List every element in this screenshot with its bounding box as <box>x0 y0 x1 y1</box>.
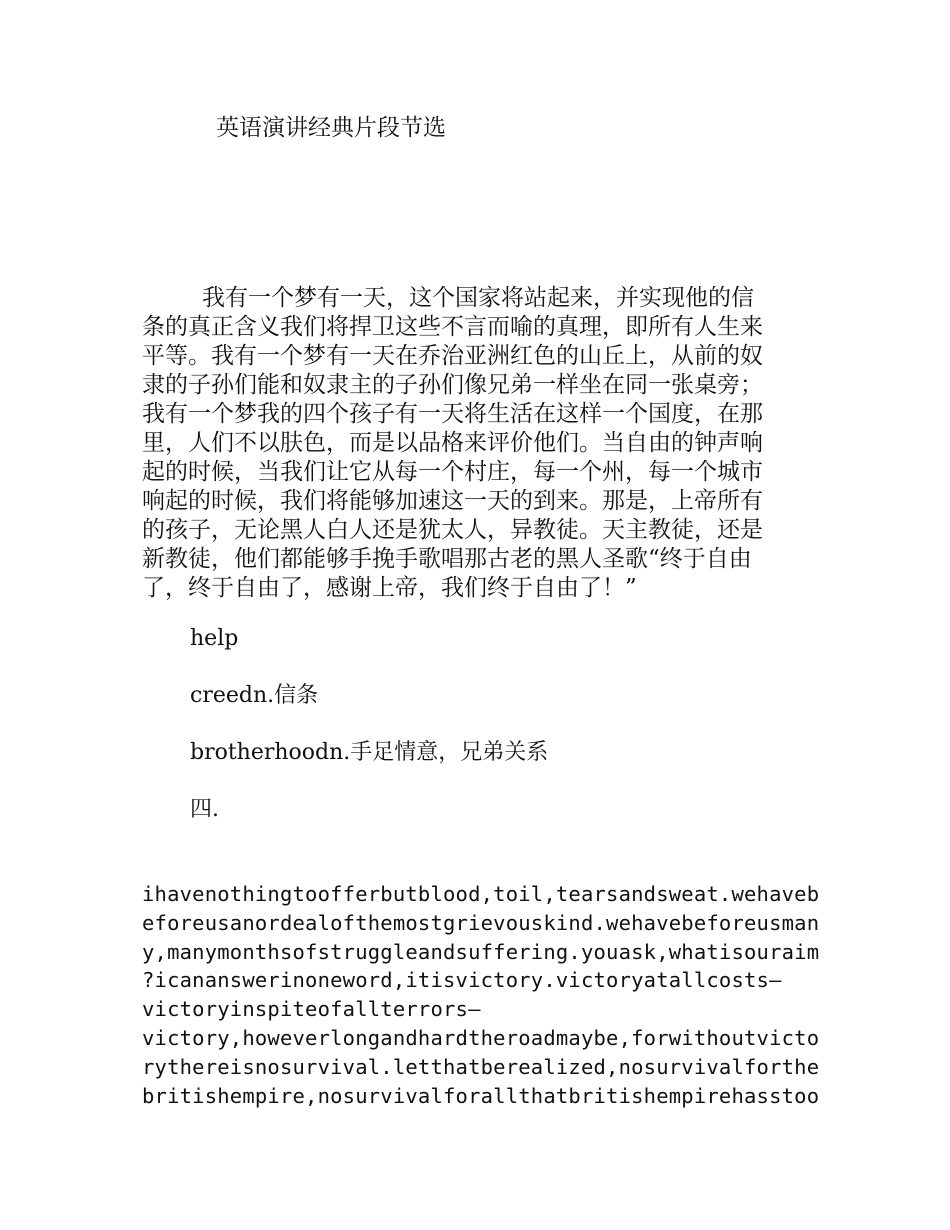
chinese-paragraph-line: 隶的子孙们能和奴隶主的子孙们像兄弟一样坐在同一张桌旁； <box>142 372 763 398</box>
chinese-paragraph-line: 里，人们不以肤色，而是以品格来评价他们。当自由的钟声响 <box>142 430 763 456</box>
english-paragraph-line: eforeusanordealofthemostgrievouskind.wehavebeforeusman <box>142 910 820 935</box>
vocab-item-brotherhood: brotherhoodn.手足情意，兄弟关系 <box>190 740 549 765</box>
chinese-paragraph <box>142 284 810 603</box>
vocab-item-help: help <box>190 626 239 651</box>
english-paragraph-line: victoryinspiteofallterrors— <box>142 997 481 1022</box>
chinese-paragraph-line: 我有一个梦有一天，这个国家将站起来，并实现他的信 <box>202 285 754 311</box>
document-title: 英语演讲经典片段节选 <box>216 115 446 141</box>
chinese-paragraph-line: 起的时候，当我们让它从每一个村庄，每一个州，每一个城市 <box>142 459 763 485</box>
chinese-paragraph-line: 的孩子，无论黑人白人还是犹太人，异教徒。天主教徒，还是 <box>142 517 763 543</box>
chinese-paragraph-line: 新教徒，他们都能够手挽手歌唱那古老的黑人圣歌“终于自由 <box>142 546 752 572</box>
chinese-paragraph-line: 平等。我有一个梦有一天在乔治亚洲红色的山丘上，从前的奴 <box>142 343 763 369</box>
english-paragraph-line: ?icananswerinoneword,itisvictory.victoryatallcosts— <box>142 968 782 993</box>
chinese-paragraph-line: 响起的时候，我们将能够加速这一天的到来。那是，上帝所有 <box>142 488 763 514</box>
english-paragraph-line: victory,howeverlongandhardtheroadmaybe,forwithoutvicto <box>142 1025 820 1050</box>
vocab-item-creed: creedn.信条 <box>190 683 319 708</box>
english-paragraph <box>142 880 820 1110</box>
section-number: 四. <box>190 797 219 822</box>
english-paragraph-line: ihavenothingtoofferbutblood,toil,tearsandsweat.wehaveb <box>142 882 820 906</box>
chinese-paragraph-line: 了，终于自由了，感谢上帝，我们终于自由了！” <box>142 575 637 601</box>
chinese-paragraph-line: 条的真正含义我们将捍卫这些不言而喻的真理，即所有人生来 <box>142 314 763 340</box>
english-paragraph-line: y,manymonthsofstruggleandsuffering.youask,whatisouraim <box>142 939 820 964</box>
chinese-paragraph-line: 我有一个梦我的四个孩子有一天将生活在这样一个国度，在那 <box>142 401 763 427</box>
english-paragraph-line: rythereisnosurvival.letthatberealized,nosurvivalforthe <box>142 1054 820 1079</box>
english-paragraph-line: britishempire,nosurvivalforallthatbritishempirehasstoo <box>142 1083 820 1108</box>
